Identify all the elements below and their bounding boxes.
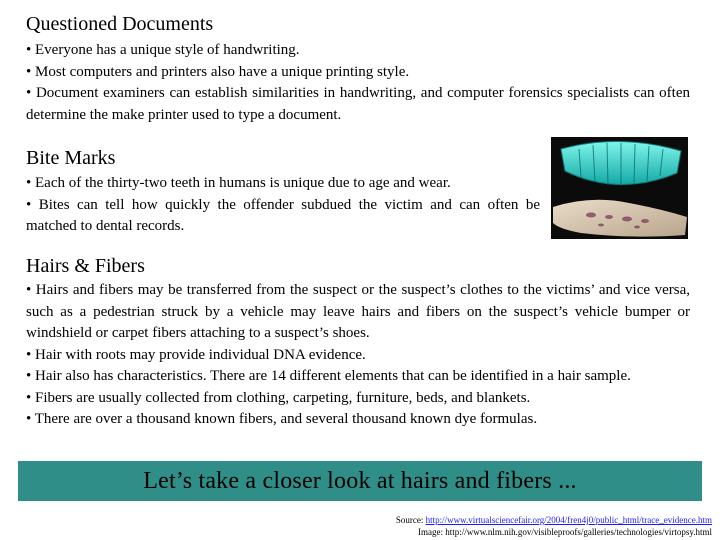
source-credits: [396, 514, 712, 538]
list-item: • Hair with roots may provide individual DNA evidence.: [26, 345, 690, 367]
bite-marks-list: [26, 173, 540, 238]
list-item: • Everyone has a unique style of handwriting.: [26, 40, 690, 62]
dental-bite-scan-icon: [551, 137, 688, 239]
section-title-questioned-documents: Questioned Documents: [26, 13, 214, 35]
banner-text: Let’s take a closer look at hairs and fibers ...: [143, 467, 577, 494]
list-item: • Bites can tell how quickly the offender subdued the victim and can often be matched to dental records.: [26, 195, 540, 238]
section-title-bite-marks: Bite Marks: [26, 147, 116, 169]
closer-look-banner: [18, 461, 702, 501]
list-item: • Hairs and fibers may be transferred from the suspect or the suspect’s clothes to the victims’ and vice versa, such as a pedestrian struck by a vehicle may leave hairs and fibers on the suspect’s vehicle bumper or windshield or carpet fibers attaching to a suspect’s shoes.: [26, 280, 690, 345]
list-item: • Hair also has characteristics. There are 14 different elements that can be identified in a hair sample.: [26, 366, 690, 388]
image-credit: Image: http://www.nlm.nih.gov/visibleproofs/galleries/technologies/virtopsy.html: [417, 527, 712, 537]
list-item: • Each of the thirty-two teeth in humans is unique due to age and wear.: [26, 173, 540, 195]
list-item: • There are over a thousand known fibers, and several thousand known dye formulas.: [26, 409, 690, 431]
questioned-documents-list: [26, 40, 690, 126]
source-link[interactable]: http://www.virtualsciencefair.org/2004/fren4j0/public_html/trace_evidence.htm: [425, 515, 712, 525]
source-label: Source:: [395, 515, 426, 525]
source-line: [396, 514, 712, 526]
list-item: • Fibers are usually collected from clothing, carpeting, furniture, beds, and blankets.: [26, 388, 690, 410]
section-title-hairs-fibers: Hairs & Fibers: [26, 255, 145, 277]
hairs-fibers-list: [26, 280, 690, 431]
dental-bite-scan-image: [551, 137, 688, 239]
list-item: • Most computers and printers also have a unique printing style.: [26, 62, 690, 84]
list-item: • Document examiners can establish similarities in handwriting, and computer forensics specialists can often determine the make printer used to type a document.: [26, 83, 690, 126]
